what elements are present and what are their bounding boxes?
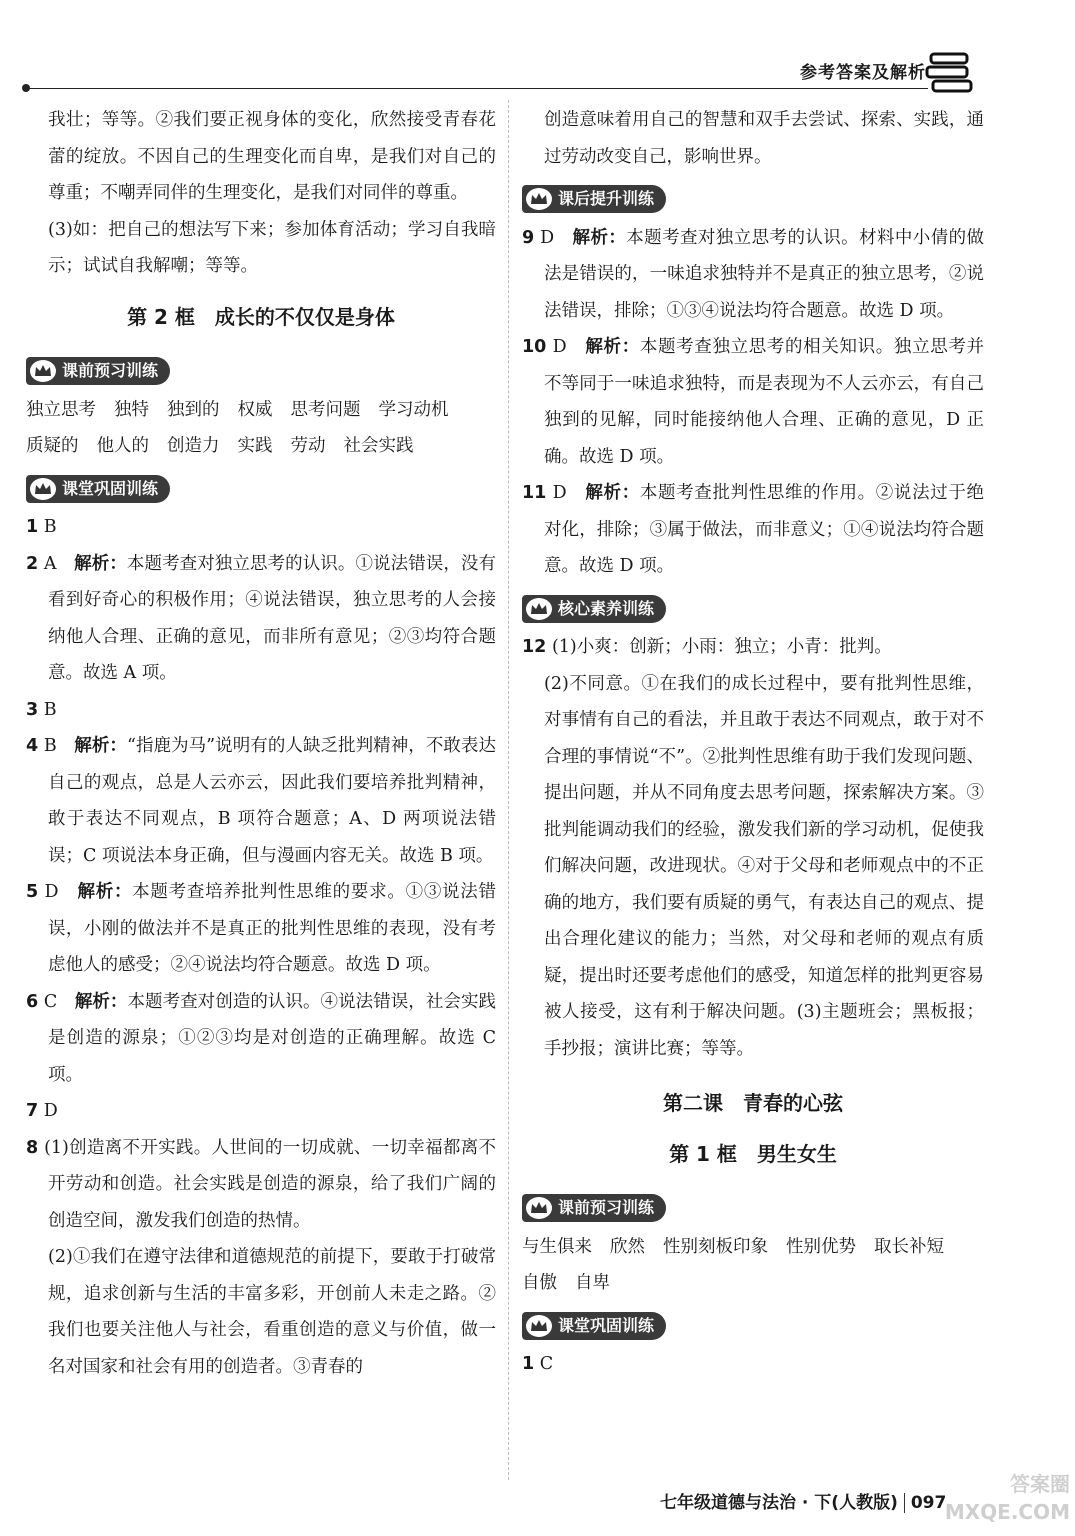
keyword-row-4 — [522, 1265, 984, 1302]
answer-number: 8 — [26, 1137, 39, 1158]
answer-choice: D — [552, 337, 567, 357]
answer-text: “指鹿为马”说明有的人缺乏批判精神，不敢表达自己的观点，总是人云亦云，因此我们要培养批判精神，敢于表达不同观点，B 项符合题意；A、D 两项说法错误；C 项说法本身正确，但与漫画内容无关。故选 B 项。 — [48, 736, 496, 866]
analysis-label: 解析： — [74, 553, 127, 574]
answer-item — [26, 874, 496, 984]
keyword: 自傲 — [522, 1273, 557, 1293]
keyword: 欣然 — [610, 1236, 645, 1257]
section-title: 第 1 框 男生女生 — [669, 1141, 837, 1166]
keyword: 性别刻板印象 — [663, 1236, 768, 1257]
badge-label: 课后提升训练 — [558, 189, 655, 208]
crown-icon — [526, 1315, 552, 1337]
answer-text: 本题考查对独立思考的认识。材料中小倩的做法是错误的，一味追求独特并不是真正的独立思考，②说法错误，排除；①③④说法均符合题意。故选 D 项。 — [544, 227, 985, 321]
books-icon — [925, 50, 975, 94]
analysis-label: 解析： — [585, 337, 640, 357]
badge-preview-training — [26, 357, 170, 385]
keyword-row-2 — [26, 428, 496, 465]
answer-item — [26, 728, 496, 874]
crown-icon — [30, 478, 56, 500]
answer-choice: A — [43, 553, 57, 574]
crown-icon — [526, 188, 552, 210]
answer-text: 本题考查独立思考的相关知识。独立思考并不等同于一味追求独特，而是表现为不人云亦云，有自己独到的见解，同时能接纳他人合理、正确的意见，D 正确。故选 D 项。 — [544, 337, 985, 467]
lesson-title: 第二课 青春的心弦 — [663, 1091, 843, 1115]
keyword-row-1 — [26, 392, 496, 429]
answer-continuation: (2)①我们在遵守法律和道德规范的前提下，要敢于打破常规，追求创新与生活的丰富多彩，开创前人未走之路。②我们也要关注他人与社会，看重创造的意义与价值，做一名对国家和社会有用的创造者。③青春的 — [48, 1247, 496, 1377]
answer-number: 12 — [522, 637, 547, 657]
keyword: 取长补短 — [874, 1236, 944, 1257]
answer-number: 7 — [26, 1101, 39, 1121]
continued-paragraph: 创造意味着用自己的智慧和双手去尝试、探索、实践，通过劳动改变自己，影响世界。 — [544, 110, 984, 167]
left-column — [26, 102, 496, 1385]
answer-text: C — [539, 1354, 554, 1374]
keyword: 与生俱来 — [522, 1236, 592, 1257]
answer-item — [522, 220, 984, 330]
answer-item — [26, 692, 496, 729]
answer-number: 4 — [26, 736, 39, 756]
keyword: 社会实践 — [343, 436, 414, 456]
analysis-label: 解析： — [77, 882, 133, 902]
answer-choice: B — [43, 736, 57, 756]
analysis-label: 解析： — [74, 991, 128, 1012]
answer-number: 2 — [26, 553, 39, 574]
intro-paragraph-1: 我壮；等等。②我们要正视身体的变化，欣然接受青春花蕾的绽放。不因自己的生理变化而自卑，是我们对自己的尊重；不嘲弄同伴的生理变化，是我们对同伴的尊重。 — [48, 110, 496, 203]
badge-label: 课堂巩固训练 — [558, 1315, 655, 1335]
answer-number: 3 — [26, 699, 39, 720]
answer-number: 1 — [522, 1354, 535, 1374]
header-rule — [28, 88, 928, 89]
keyword: 思考问题 — [290, 399, 361, 420]
badge-class-training — [522, 1312, 666, 1340]
answer-item — [522, 629, 984, 666]
badge-label: 课前预习训练 — [558, 1198, 655, 1217]
keyword: 他人的 — [96, 436, 149, 456]
answer-text: 本题考查培养批判性思维的要求。①③说法错误，小刚的做法并不是真正的批判性思维的表现，没有考虑他人的感受；②④说法均符合题意。故选 D 项。 — [48, 882, 497, 975]
answer-text: D — [43, 1101, 58, 1121]
column-divider — [508, 100, 509, 1480]
header-title: 参考答案及解析 — [800, 63, 926, 83]
watermark-line-1: 答案圈 — [1010, 1472, 1070, 1496]
answer-item — [26, 546, 496, 692]
answer-item — [522, 329, 984, 475]
badge-label: 课堂巩固训练 — [62, 478, 159, 498]
answer-number: 10 — [522, 337, 547, 357]
badge-preview-training — [522, 1194, 666, 1222]
badge-after-class-training — [522, 185, 666, 213]
keyword: 实践 — [237, 436, 273, 456]
answer-item — [26, 1093, 496, 1130]
answer-text: 本题考查对独立思考的认识。①说法错误，没有看到好奇心的积极作用；④说法错误，独立思考的人会接纳他人合理、正确的意见，而非所有意见；②③均符合题意。故选 A 项。 — [48, 553, 497, 683]
keyword: 性别优势 — [786, 1236, 856, 1257]
crown-icon — [30, 360, 56, 382]
answer-number: 6 — [26, 991, 39, 1012]
crown-icon — [526, 1197, 552, 1219]
answer-item — [522, 475, 984, 585]
answer-text: 本题考查对创造的认识。④说法错误，社会实践是创造的源泉；①②③均是对创造的正确理解。故选 C 项。 — [48, 991, 497, 1085]
section-title: 第 2 框 成长的不仅仅是身体 — [127, 304, 395, 329]
analysis-label: 解析： — [74, 736, 127, 756]
answer-item — [26, 509, 496, 546]
crown-icon — [526, 598, 552, 620]
watermark-line-2: MXQE.COM — [944, 1500, 1070, 1524]
answer-text: B — [43, 699, 57, 720]
answer-choice: D — [44, 882, 59, 902]
answer-choice: D — [552, 483, 567, 503]
answer-text: 本题考查批判性思维的作用。②说法过于绝对化，排除；③属于做法，而非意义；①④说法均符合题意。故选 D 项。 — [544, 483, 985, 576]
keyword-row-3 — [522, 1229, 984, 1266]
keyword: 学习动机 — [378, 399, 449, 420]
page-number: 097 — [904, 1493, 947, 1513]
answer-text: B — [43, 517, 57, 537]
keyword: 独到的 — [167, 399, 220, 420]
answer-item — [26, 1130, 496, 1240]
answer-number: 1 — [26, 517, 39, 537]
keyword: 劳动 — [290, 436, 326, 456]
watermark — [930, 1470, 1070, 1532]
keyword: 独立思考 — [26, 399, 96, 420]
answer-continuation: (2)不同意。①在我们的成长过程中，要有批判性思维，对事情有自己的看法，并且敢于表达不同观点，敢于对不合理的事情说“不”。②批判性思维有助于我们发现问题、提出问题，并从不同角度去思考问题，探索解决方案。③批判能调动我们的经验，激发我们新的学习动机，促使我们解决问题，改进现状。④对于父母和老师观点中的不正确的地方，我们要有质疑的勇气，有表达自己的观点、提出合理化建议的能力；当然，对父母和老师的观点有质疑，提出时还要考虑他们的感受，知道怎样的批判更容易被人接受，这有利于解决问题。(3)主题班会；黑板报；手抄报；演讲比赛；等等。 — [544, 673, 984, 1059]
answer-text: (1)小爽：创新；小雨：独立；小青：批判。 — [551, 637, 892, 657]
keyword: 权威 — [237, 399, 273, 420]
answer-choice: D — [540, 227, 555, 248]
answer-number: 5 — [26, 882, 39, 902]
intro-paragraph-2: (3)如：把自己的想法写下来；参加体育活动；学习自我暗示；试试自我解嘲；等等。 — [48, 219, 496, 276]
answer-text: (1)创造离不开实践。人世间的一切成就、一切幸福都离不开劳动和创造。社会实践是创造的源泉，给了我们广阔的创造空间，激发我们创造的热情。 — [44, 1137, 496, 1231]
analysis-label: 解析： — [585, 483, 640, 503]
answer-item — [522, 1346, 984, 1383]
answer-number: 11 — [522, 483, 547, 503]
answer-number: 9 — [522, 227, 535, 248]
badge-label: 课前预习训练 — [62, 361, 159, 380]
badge-label: 核心素养训练 — [558, 598, 655, 618]
keyword: 质疑的 — [26, 436, 79, 456]
analysis-label: 解析： — [572, 227, 627, 248]
badge-class-training — [26, 475, 170, 503]
badge-core-literacy-training — [522, 595, 666, 623]
keyword: 创造力 — [167, 436, 220, 456]
page-footer — [660, 1488, 946, 1513]
answer-item — [26, 984, 496, 1094]
footer-book-title: 七年级道德与法治 · 下(人教版) — [660, 1493, 898, 1513]
answer-choice: C — [43, 991, 58, 1012]
right-column — [522, 102, 984, 1383]
keyword: 独特 — [114, 399, 149, 420]
keyword: 自卑 — [575, 1273, 610, 1293]
